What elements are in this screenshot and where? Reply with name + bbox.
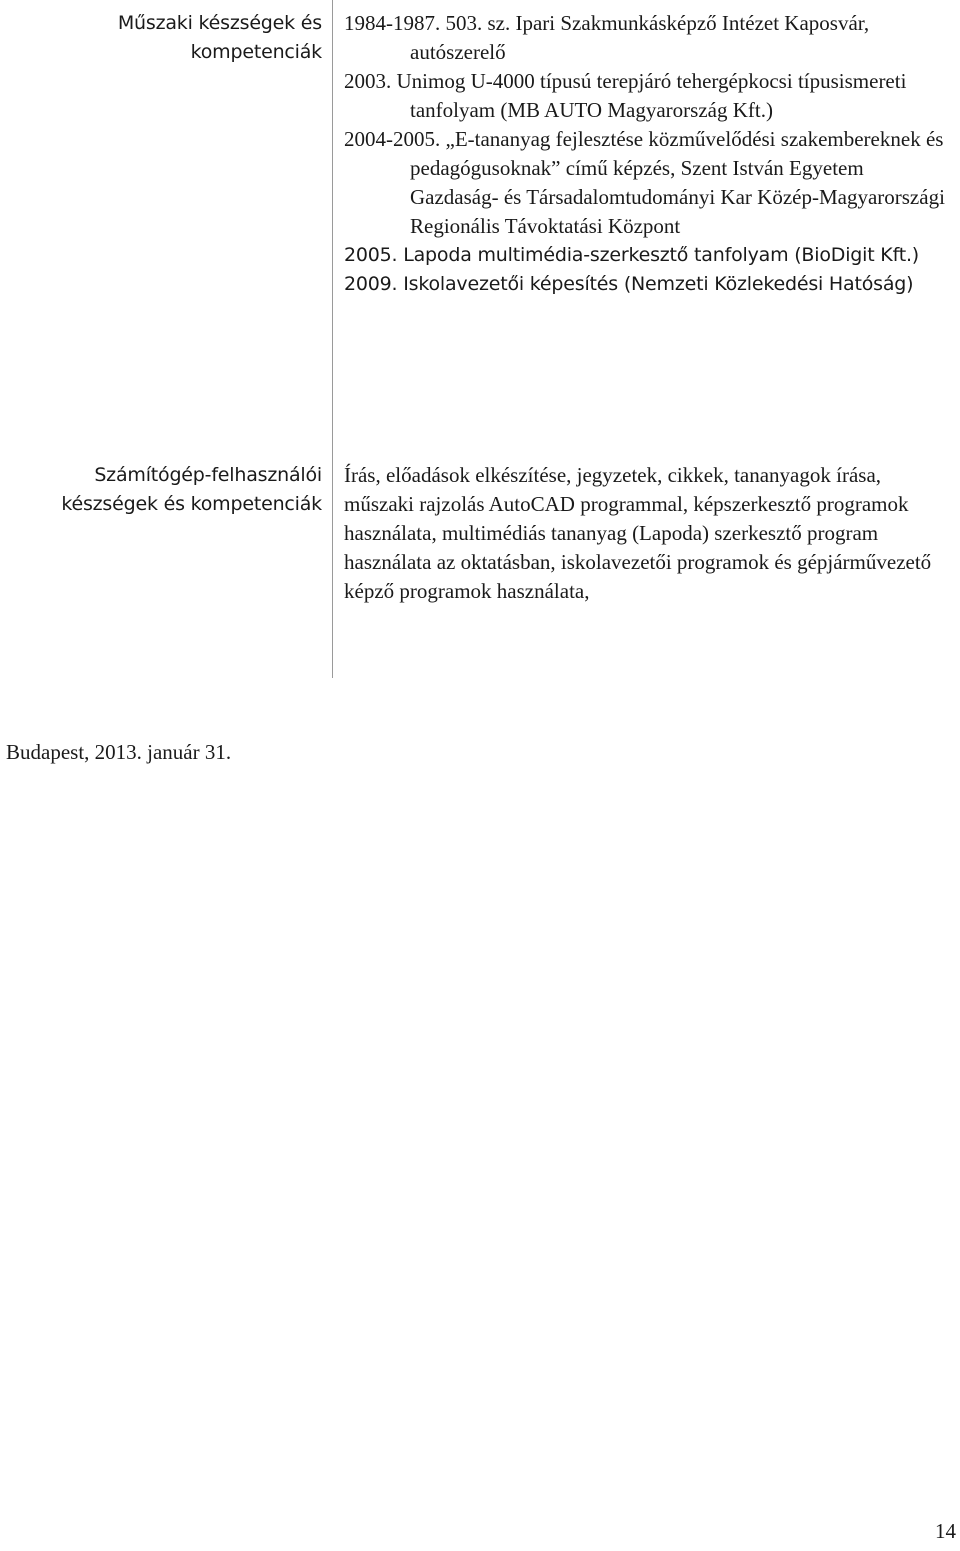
computer-skills-text: [344, 461, 956, 606]
page-number: 14: [935, 1519, 956, 1543]
label-line: készségek és kompetenciák: [61, 493, 322, 515]
training-entry-2009: 2009. Iskolavezetői képesítés (Nemzeti Közlekedési Hatóság): [344, 273, 914, 295]
column-divider: [332, 0, 333, 678]
section-label-computer-skills: [0, 461, 322, 519]
label-line: Számítógép-felhasználói: [94, 464, 322, 486]
training-entry-2003: 2003. Unimog U-4000 típusú terepjáró tehergépkocsi típusismereti tanfolyam (MB AUTO Magyarország Kft.): [344, 69, 907, 122]
place-and-date: Budapest, 2013. január 31.: [6, 740, 232, 764]
training-entry-2005: 2005. Lapoda multimédia-szerkesztő tanfolyam (BioDigit Kft.): [344, 244, 920, 266]
technical-skills-list: [344, 9, 956, 299]
label-line: kompetenciák: [190, 41, 322, 63]
label-line: Műszaki készségek és: [117, 12, 322, 34]
training-entry-2004: 2004-2005. „E-tananyag fejlesztése közművelődési szakembereknek és pedagógusoknak” című képzés, Szent István Egyetem Gazdaság- és Társadalomtudományi Kar Közép-Magyarországi Regionális Távoktatási Központ: [344, 127, 945, 238]
training-entry-1984: 1984-1987. 503. sz. Ipari Szakmunkásképző Intézet Kaposvár, autószerelő: [344, 11, 870, 64]
section-label-technical-skills: [0, 9, 322, 67]
computer-skills-paragraph: Írás, előadások elkészítése, jegyzetek, cikkek, tananyagok írása, műszaki rajzolás AutoCAD programmal, képszerkesztő programok használata, multimédiás tananyag (Lapoda) szerkesztő program használata az oktatásban, iskolavezetői programok és gépjárművezető képző programok használata,: [344, 463, 932, 603]
